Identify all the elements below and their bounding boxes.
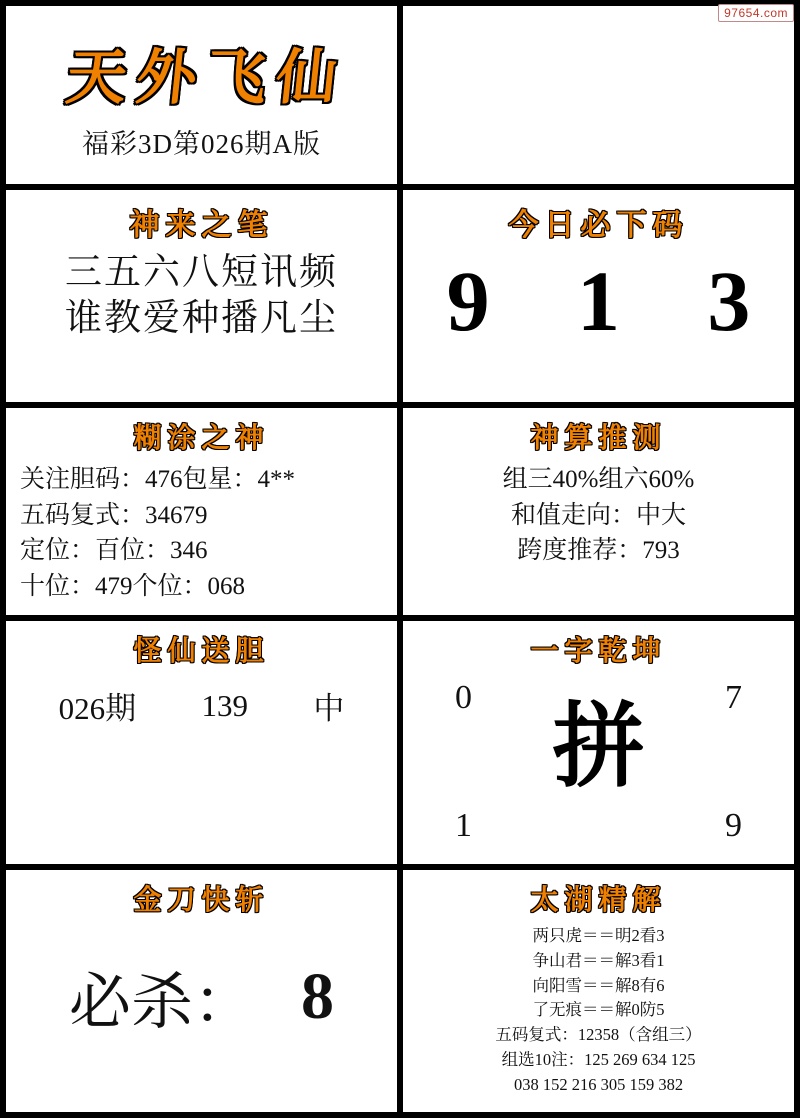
shensuan-line-2: 和值走向：中大 [510, 501, 686, 529]
hutu-line-4: 十位：479个位：068 [20, 572, 246, 600]
poem-line-2: 谁教爱种播凡尘 [65, 298, 338, 340]
hutu-line-3: 定位：百位：346 [20, 537, 208, 564]
row-jindao-taihu [6, 870, 794, 1112]
row-guaixian-yizi [6, 621, 794, 864]
today-number-2: 1 [576, 253, 620, 349]
taihu-lines [417, 924, 780, 1097]
yizi-character: 拼 [552, 696, 645, 798]
poem-line-1: 三五六八短讯频 [65, 252, 338, 293]
header-blank-cell [403, 6, 794, 184]
jindao-label: 必杀： [68, 969, 255, 1037]
site-watermark: 97654.com [718, 4, 794, 22]
row-hutu-shensuan [6, 408, 794, 615]
shensuan-line-1: 组三40%组六60% [502, 466, 695, 493]
jindao-cell [6, 870, 397, 1112]
jindao-number: 8 [301, 959, 334, 1033]
issue-subtitle: 福彩3D第026期A版 [82, 128, 321, 159]
today-numbers-cell [403, 190, 794, 402]
today-number-1: 9 [446, 253, 490, 349]
taihu-line-3: 向阳雪＝＝解8有6 [532, 975, 665, 995]
today-numbers [403, 254, 794, 349]
taihu-line-5: 五码复式：12358（含组三） [495, 1025, 702, 1044]
jindao-title: 金刀快斩 [133, 885, 270, 916]
poem-title: 神来之笔 [129, 209, 274, 242]
hutu-line-1: 关注胆码：476包星：4** [20, 466, 296, 493]
shensuan-line-3: 跨度推荐：793 [517, 537, 680, 564]
yizi-cell [403, 621, 794, 864]
guaixian-issue: 026期 [58, 691, 137, 726]
poem-cell [6, 190, 397, 402]
guaixian-row [20, 673, 383, 728]
taihu-cell [403, 870, 794, 1112]
yizi-top-right: 7 [725, 679, 742, 716]
guaixian-title: 怪仙送胆 [133, 636, 270, 667]
yizi-bottom-right: 9 [725, 807, 742, 844]
taihu-line-7: 038 152 216 305 159 382 [513, 1074, 684, 1094]
taihu-title: 太湖精解 [530, 885, 667, 916]
hutu-title: 糊涂之神 [133, 423, 270, 454]
taihu-line-2: 争山君＝＝解3看1 [532, 950, 665, 970]
guaixian-cell [6, 621, 397, 864]
yizi-title: 一字乾坤 [530, 636, 667, 667]
guaixian-result: 中 [313, 691, 345, 726]
taihu-line-6: 组选10注：125 269 634 125 [501, 1049, 696, 1069]
yizi-bottom-left: 1 [455, 807, 472, 844]
today-number-3: 3 [707, 253, 751, 349]
row-header [6, 6, 794, 184]
brand-title: 天外飞仙 [62, 44, 350, 111]
yizi-grid [417, 671, 780, 851]
today-title: 今日必下码 [508, 209, 689, 242]
jindao-body [20, 928, 383, 1041]
shensuan-title: 神算推测 [530, 423, 667, 454]
hutu-line-2: 五码复式：34679 [20, 501, 208, 529]
hutu-cell [6, 408, 397, 615]
row-poem-today [6, 190, 794, 402]
logo-cell [6, 6, 397, 184]
shensuan-cell [403, 408, 794, 615]
guaixian-numbers: 139 [201, 687, 248, 723]
yizi-top-left: 0 [455, 679, 472, 716]
taihu-line-1: 两只虎＝＝明2看3 [532, 926, 665, 945]
taihu-line-4: 了无痕＝＝解0防5 [532, 1000, 665, 1020]
